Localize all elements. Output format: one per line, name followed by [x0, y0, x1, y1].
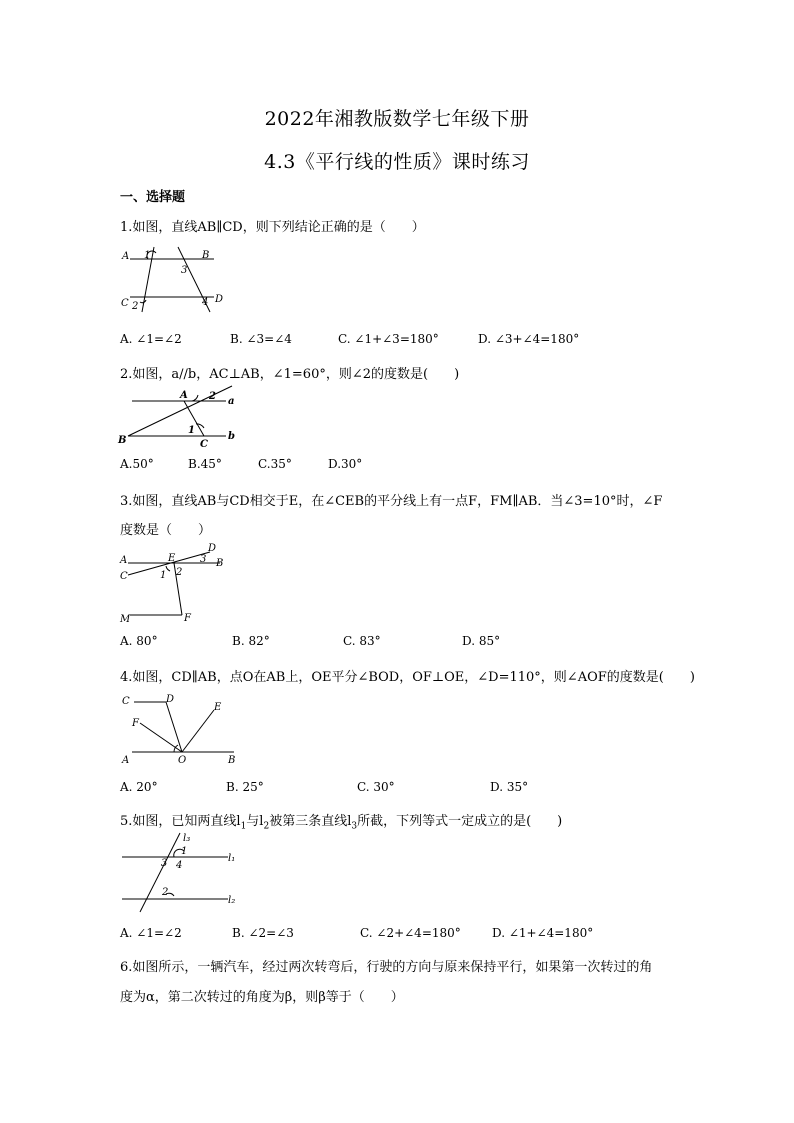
q2-option-b: B.45° — [188, 457, 222, 471]
q2-option-c: C.35° — [258, 457, 292, 471]
q3-option-b: B. 82° — [232, 634, 270, 648]
q3-label-E: E — [168, 553, 176, 564]
q4-label-O: O — [178, 755, 187, 766]
q5-text-part-d: 所截，下列等式一定成立的是( ) — [357, 814, 563, 829]
q5-label-4: 4 — [176, 860, 183, 871]
q3-label-2: 2 — [176, 567, 183, 578]
q1-label-A: A — [122, 251, 130, 262]
q1-label-3: 3 — [181, 265, 188, 276]
q4-option-d: D. 35° — [490, 780, 529, 794]
q5-option-b: B. ∠2=∠3 — [232, 926, 294, 940]
q4-label-F: F — [132, 718, 139, 729]
q3-label-M: M — [120, 614, 131, 625]
question-2-text: 2.如图，a//b，AC⊥AB，∠1=60°，则∠2的度数是( ) — [120, 367, 460, 382]
q3-label-B: B — [216, 558, 224, 569]
q4-option-b: B. 25° — [226, 780, 264, 794]
q2-label-1: 1 — [188, 425, 195, 436]
q1-label-D: D — [215, 294, 224, 305]
q3-option-c: C. 83° — [343, 634, 381, 648]
question-3-text-line-1: 3.如图，直线AB与CD相交于E，在∠CEB的平分线上有一点F，FM∥AB．当∠3=10°时，∠F — [120, 494, 663, 509]
page-subtitle: 4.3《平行线的性质》课时练习 — [264, 151, 530, 173]
q4-label-B: B — [228, 755, 236, 766]
q1-option-d: D. ∠3+∠4=180° — [478, 332, 580, 346]
q1-option-c: C. ∠1+∠3=180° — [338, 332, 439, 346]
q4-option-a: A. 20° — [120, 780, 158, 794]
q5-label-2: 2 — [162, 887, 169, 898]
q2-label-B: B — [118, 435, 127, 446]
question-6-text-line-1: 6.如图所示，一辆汽车，经过两次转弯后，行驶的方向与原来保持平行，如果第一次转过的角 — [120, 960, 653, 975]
question-5-text — [120, 810, 562, 832]
q1-label-1: 1 — [144, 250, 151, 261]
question-1-figure — [118, 244, 228, 316]
q2-option-d: D.30° — [328, 457, 363, 471]
q2-label-A: A — [180, 390, 188, 401]
q2-label-a: a — [228, 396, 235, 407]
question-4-figure — [118, 689, 242, 769]
q1-option-b: B. ∠3=∠4 — [230, 332, 292, 346]
q3-label-D: D — [208, 543, 217, 554]
q1-label-2: 2 — [132, 301, 139, 312]
q5-label-3: 3 — [161, 858, 168, 869]
page-title: 2022年湘教版数学七年级下册 — [264, 108, 530, 130]
section-title: 一、选择题 — [120, 190, 186, 205]
question-3-text-line-2: 度数是（ ） — [120, 523, 212, 538]
question-3-figure — [116, 542, 228, 626]
q1-label-4: 4 — [202, 297, 209, 308]
q4-label-C: C — [122, 696, 130, 707]
q3-label-1: 1 — [160, 570, 167, 581]
q1-label-C: C — [121, 298, 129, 309]
q5-sub-2: 2 — [263, 821, 270, 832]
q4-label-D: D — [166, 694, 175, 705]
q3-option-d: D. 85° — [462, 634, 501, 648]
q4-option-c: C. 30° — [357, 780, 395, 794]
q1-label-B: B — [202, 250, 210, 261]
q4-label-A: A — [122, 755, 130, 766]
question-1-text: 1.如图，直线AB∥CD，则下列结论正确的是（ ） — [120, 220, 425, 235]
question-4-text: 4.如图，CD∥AB，点O在AB上，OE平分∠BOD，OF⊥OE，∠D=110°，则∠AOF的度数是( ) — [120, 670, 695, 685]
q5-label-1: 1 — [181, 846, 188, 857]
q5-sub-3: 3 — [351, 821, 358, 832]
q5-text-part-c: 被第三条直线l — [269, 814, 352, 829]
question-6-text-line-2: 度为α，第二次转过的角度为β，则β等于（ ） — [120, 990, 404, 1005]
question-2-figure — [114, 384, 242, 448]
question-5-figure — [118, 830, 242, 916]
q2-label-2: 2 — [209, 391, 216, 402]
q3-label-3: 3 — [200, 554, 207, 565]
q5-label-l1: l₁ — [228, 853, 236, 864]
q5-sub-1: 1 — [240, 821, 247, 832]
q3-label-A: A — [120, 555, 128, 566]
q5-label-l3: l₃ — [183, 833, 191, 844]
q5-option-d: D. ∠1+∠4=180° — [492, 926, 594, 940]
q2-label-b: b — [228, 431, 235, 442]
q2-option-a: A.50° — [120, 457, 154, 471]
q5-option-a: A. ∠1=∠2 — [120, 926, 182, 940]
q3-label-F: F — [184, 613, 191, 624]
q3-label-C: C — [120, 571, 128, 582]
q4-label-E: E — [214, 702, 222, 713]
q5-label-l2: l₂ — [228, 895, 236, 906]
q3-option-a: A. 80° — [120, 634, 158, 648]
q1-option-a: A. ∠1=∠2 — [120, 332, 182, 346]
q5-option-c: C. ∠2+∠4=180° — [360, 926, 461, 940]
q2-label-C: C — [200, 439, 208, 448]
q5-text-part-a: 5.如图，已知两直线l — [120, 814, 241, 829]
q5-text-part-b: 与l — [246, 814, 264, 829]
